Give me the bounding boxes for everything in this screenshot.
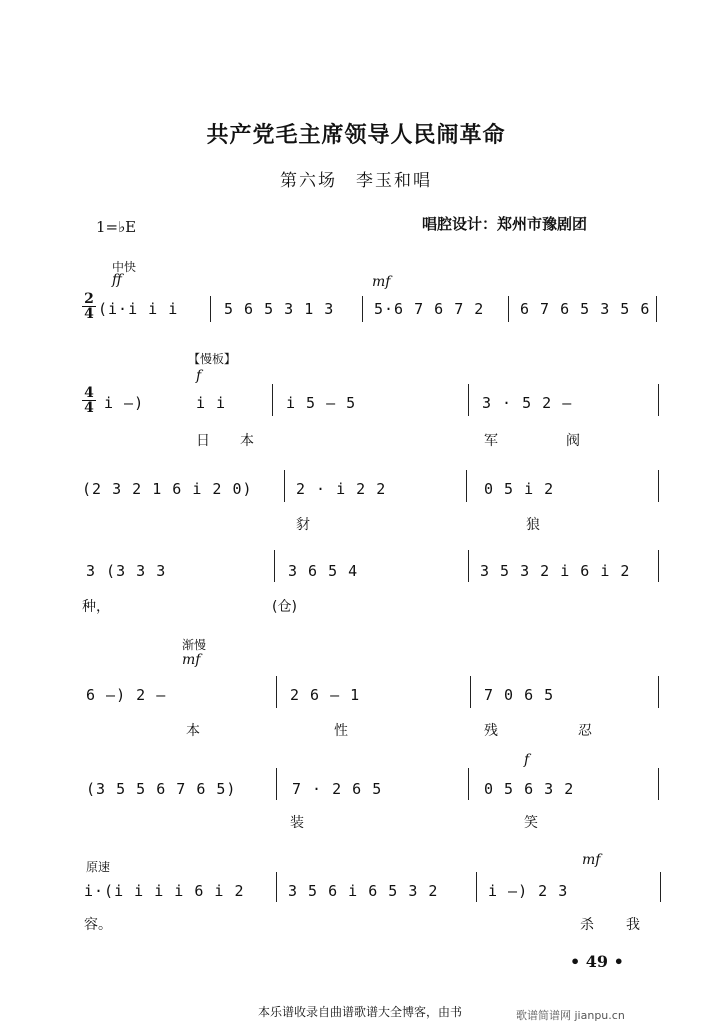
lyric: 忍 bbox=[578, 723, 592, 739]
measure: 7 · 2 6 5 bbox=[292, 780, 383, 798]
measure: 0 5 i 2 bbox=[484, 480, 555, 498]
tempo-mark: 【慢板】 bbox=[188, 352, 237, 366]
measure: 3 (3 3 3 bbox=[86, 562, 167, 580]
measure: 7 0 6 5 bbox=[484, 686, 555, 704]
measure: 3 · 5 2 — bbox=[482, 394, 573, 412]
tempo-mark: 中快 bbox=[112, 260, 137, 274]
lyric: 本 bbox=[186, 723, 200, 739]
measure: i i bbox=[196, 394, 227, 412]
dynamic-mark: f bbox=[196, 368, 202, 384]
measure: 2 · i 2 2 bbox=[296, 480, 387, 498]
page-title: 共产党毛主席领导人民闹革命 bbox=[206, 123, 506, 148]
page-number: • 49 • bbox=[570, 952, 624, 971]
measure: (2 3 2 1 6 i 2 0) bbox=[82, 480, 253, 498]
lyric: 装 bbox=[290, 815, 304, 831]
lyric: 我 bbox=[626, 917, 640, 933]
time-signature: 2 4 bbox=[82, 292, 96, 321]
time-signature: 4 4 bbox=[82, 386, 96, 415]
lyric: 种， bbox=[82, 599, 110, 615]
measure: 3 5 3 2 i 6 i 2 bbox=[480, 562, 631, 580]
measure: i —) 2 3 bbox=[488, 882, 569, 900]
footer-note: 本乐谱收录自曲谱歌谱大全博客，由书 bbox=[258, 1005, 463, 1019]
lyric: 豺 bbox=[296, 517, 310, 533]
lyric: 杀 bbox=[580, 917, 594, 933]
lyric: 残 bbox=[484, 723, 498, 739]
dynamic-mark: mf bbox=[182, 652, 201, 668]
lyric: 军 bbox=[484, 433, 498, 449]
dynamic-mark: mf bbox=[372, 274, 391, 290]
measure: i —) bbox=[104, 394, 145, 412]
measure: 6 7 6 5 3 5 6 bbox=[520, 300, 651, 318]
lyric: 狼 bbox=[526, 517, 540, 533]
measure: 2 6 — 1 bbox=[290, 686, 361, 704]
measure: 0 5 6 3 2 bbox=[484, 780, 575, 798]
measure: (i·i i i bbox=[98, 300, 179, 318]
lyric: 日 bbox=[196, 433, 210, 449]
tempo-mark: 渐慢 bbox=[182, 638, 207, 652]
lyric: 阀 bbox=[566, 433, 580, 449]
key-signature: 1=♭E bbox=[96, 218, 137, 236]
measure: 6 —) 2 — bbox=[86, 686, 167, 704]
measure: (3 5 5 6 7 6 5) bbox=[86, 780, 237, 798]
lyric: 性 bbox=[334, 723, 348, 739]
measure: 5 6 5 3 1 3 bbox=[224, 300, 335, 318]
lyric: 笑 bbox=[524, 815, 538, 831]
measure: 5·6 7 6 7 2 bbox=[374, 300, 485, 318]
measure: i 5 — 5 bbox=[286, 394, 357, 412]
watermark: 歌谱简谱网 jianpu.cn bbox=[516, 1009, 625, 1022]
lyric: 本 bbox=[240, 433, 254, 449]
measure: 3 6 5 4 bbox=[288, 562, 359, 580]
measure: 3 5 6 i 6 5 3 2 bbox=[288, 882, 439, 900]
dynamic-mark: ff bbox=[112, 272, 122, 288]
measure: i·(i i i i 6 i 2 bbox=[84, 882, 245, 900]
dynamic-mark: f bbox=[524, 752, 530, 768]
designer-credit: 唱腔设计：郑州市豫剧团 bbox=[422, 215, 588, 233]
lyric: 容。 bbox=[84, 917, 112, 933]
dynamic-mark: mf bbox=[582, 852, 601, 868]
tempo-mark: 原速 bbox=[86, 860, 111, 874]
page-subtitle: 第六场 李玉和唱 bbox=[280, 171, 432, 191]
lyric: (仓) bbox=[272, 599, 297, 615]
